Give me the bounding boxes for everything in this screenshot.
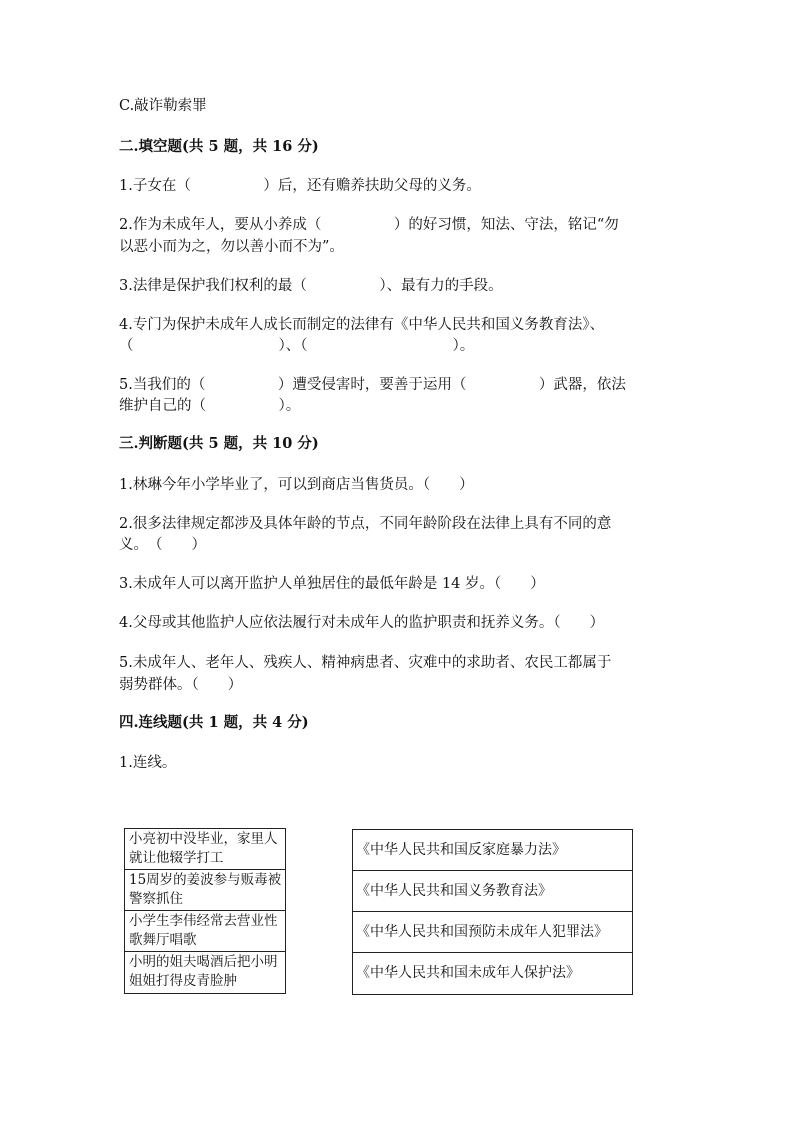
matching-left-item[interactable]: 小学生李伟经常去营业性歌舞厅唱歌 (125, 911, 285, 952)
section-heading: 四.连线题(共 1 题，共 4 分) (119, 714, 309, 731)
question-text: 弱势群体。（ ） (119, 677, 243, 693)
question-text: 1.林琳今年小学毕业了，可以到商店当售货员。（ ） (119, 477, 474, 493)
question-text: 以恶小而为之，勿以善小而不为”。 (119, 239, 344, 255)
matching-right-item[interactable]: 《中华人民共和国反家庭暴力法》 (353, 830, 632, 871)
question-text: 2.很多法律规定都涉及具体年龄的节点，不同年龄阶段在法律上具有不同的意 (119, 516, 612, 532)
previous-question-option: C.敲诈勒索罪 (119, 98, 207, 114)
question-text: （ ）、（ ）。 (119, 338, 475, 354)
section-heading: 二.填空题(共 5 题，共 16 分) (119, 138, 319, 155)
question-text: 4.父母或其他监护人应依法履行对未成年人的监护职责和抚养义务。（ ） (119, 615, 605, 631)
question-text: 义。 （ ） (119, 537, 206, 553)
question-text: 2.作为未成年人，要从小养成（ ）的好习惯，知法、守法，铭记“勿 (119, 217, 619, 233)
question-text: 1.连线。 (119, 755, 177, 771)
matching-left-column (124, 828, 286, 994)
question-text: 4.专门为保护未成年人成长而制定的法律有《中华人民共和国义务教育法》、 (119, 317, 605, 333)
question-text: 维护自己的（ ）。 (119, 398, 301, 414)
matching-left-item[interactable]: 15周岁的姜波参与贩毒被警察抓住 (125, 870, 285, 911)
matching-right-column (352, 829, 633, 995)
question-text: 3.法律是保护我们权利的最（ ）、最有力的手段。 (119, 278, 503, 294)
matching-right-item[interactable]: 《中华人民共和国义务教育法》 (353, 871, 632, 912)
matching-right-item[interactable]: 《中华人民共和国未成年人保护法》 (356, 965, 580, 981)
question-text: 5.当我们的（ ）遭受侵害时，要善于运用（ ）武器，依法 (119, 377, 626, 393)
matching-right-item[interactable]: 《中华人民共和国预防未成年人犯罪法》 (353, 912, 632, 953)
question-text: 1.子女在（ ）后，还有赡养扶助父母的义务。 (119, 178, 481, 194)
question-text: 3.未成年人可以离开监护人单独居住的最低年龄是 14 岁。（ ） (119, 576, 545, 592)
question-text: 5.未成年人、老年人、残疾人、精神病患者、灾难中的求助者、农民工都属于 (119, 655, 612, 671)
section-heading: 三.判断题(共 5 题，共 10 分) (119, 435, 319, 452)
matching-left-item[interactable]: 小亮初中没毕业，家里人就让他辍学打工 (125, 829, 285, 870)
matching-left-item[interactable]: 小明的姐夫喝酒后把小明姐姐打得皮青脸肿 (129, 954, 278, 989)
